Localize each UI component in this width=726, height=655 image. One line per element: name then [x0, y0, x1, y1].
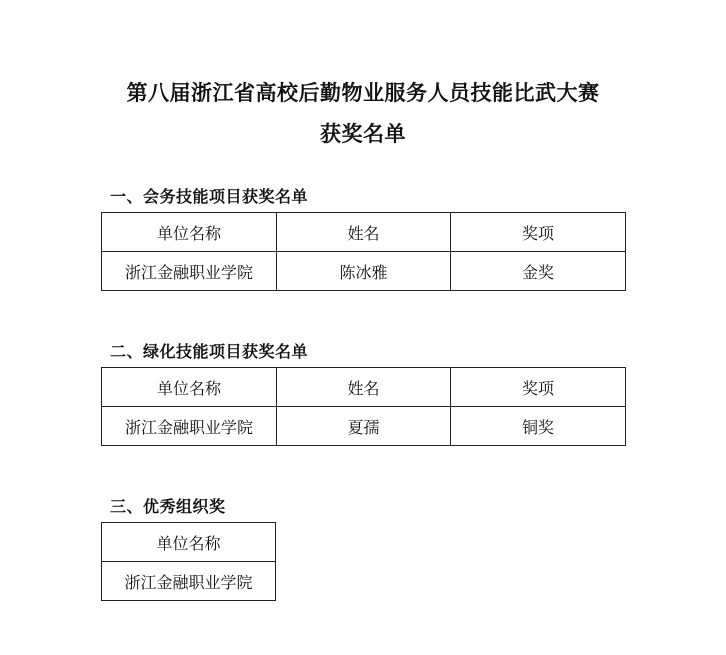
table-row: [102, 252, 626, 291]
award-table-organization-award: [101, 522, 276, 601]
header-cell-unit: 单位名称: [102, 523, 276, 562]
document-title: 第八届浙江省高校后勤物业服务人员技能比武大赛: [126, 81, 600, 105]
header-cell-name: 姓名: [276, 213, 450, 252]
section-heading-greening-skills: 二、绿化技能项目获奖名单: [110, 342, 309, 361]
cell-name: 夏孺: [276, 407, 450, 446]
table-header-row: [102, 523, 276, 562]
cell-unit: 浙江金融职业学院: [102, 562, 276, 601]
cell-name: 陈冰雅: [276, 252, 450, 291]
table-row: [102, 407, 626, 446]
header-cell-prize: 奖项: [450, 368, 625, 407]
header-cell-name: 姓名: [276, 368, 450, 407]
table-header-row: [102, 213, 626, 252]
table-row: [102, 562, 276, 601]
cell-prize: 铜奖: [450, 407, 625, 446]
cell-prize: 金奖: [450, 252, 625, 291]
table-header-row: [102, 368, 626, 407]
cell-unit: 浙江金融职业学院: [102, 407, 277, 446]
header-cell-unit: 单位名称: [102, 368, 277, 407]
award-table-greening-skills: [101, 367, 626, 446]
header-cell-prize: 奖项: [450, 213, 625, 252]
cell-unit: 浙江金融职业学院: [102, 252, 277, 291]
section-heading-meeting-skills: 一、会务技能项目获奖名单: [110, 187, 309, 206]
award-table-meeting-skills: [101, 212, 626, 291]
header-cell-unit: 单位名称: [102, 213, 277, 252]
document-subtitle: 获奖名单: [320, 122, 406, 146]
section-heading-organization-award: 三、优秀组织奖: [110, 497, 226, 516]
